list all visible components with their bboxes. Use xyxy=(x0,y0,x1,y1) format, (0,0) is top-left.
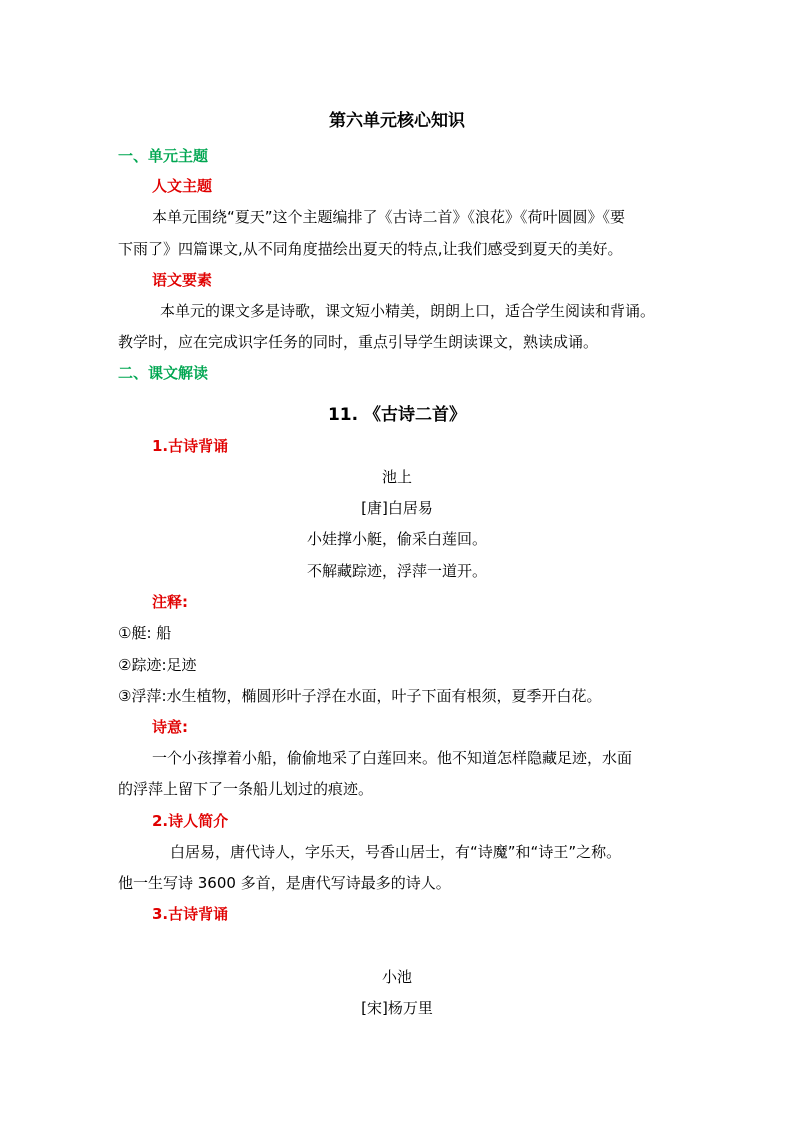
poem1-line-2: 不解藏踪迹，浮萍一道开。 xyxy=(306,562,487,580)
poem1-author: [唐]白居易 xyxy=(361,499,433,517)
poem2-author: [宋]杨万里 xyxy=(361,999,433,1017)
item-heading-poem-recitation: 1.古诗背诵 xyxy=(152,437,229,455)
poet-intro-line-1: 白居易，唐代诗人，字乐天，号香山居士，有“诗魔”和“诗王”之称。 xyxy=(170,843,622,861)
poem1-title: 池上 xyxy=(381,468,412,486)
page-title: 第六单元核心知识 xyxy=(329,111,465,131)
humanities-text-line-2: 下雨了》四篇课文,从不同角度描绘出夏天的特点,让我们感受到夏天的美好。 xyxy=(118,240,623,258)
poet-intro-line-2: 他一生写诗 3600 多首，是唐代写诗最多的诗人。 xyxy=(118,874,451,892)
notes-label: 注释: xyxy=(152,593,188,611)
meaning-label: 诗意: xyxy=(152,718,188,736)
note-3: ③浮萍:水生植物，椭圆形叶子浮在水面，叶子下面有根须，夏季开白花。 xyxy=(118,687,602,705)
subheading-language-elements: 语文要素 xyxy=(152,271,213,289)
lesson-title: 11. 《古诗二首》 xyxy=(327,405,467,425)
meaning-line-2: 的浮萍上留下了一条船儿划过的痕迹。 xyxy=(118,780,374,798)
meaning-line-1: 一个小孩撑着小船，偷偷地采了白莲回来。他不知道怎样隐藏足迹，水面 xyxy=(152,749,633,767)
section-heading-unit-theme: 一、单元主题 xyxy=(118,147,209,165)
humanities-text-line-1: 本单元围绕“夏天”这个主题编排了《古诗二首》《浪花》《荷叶圆圆》《要 xyxy=(152,208,626,226)
note-1: ①艇: 船 xyxy=(118,624,172,642)
language-text-line-1: 本单元的课文多是诗歌，课文短小精美，朗朗上口，适合学生阅读和背诵。 xyxy=(160,302,656,320)
poem2-title: 小池 xyxy=(381,968,412,986)
language-text-line-2: 教学时，应在完成识字任务的同时，重点引导学生朗读课文，熟读成诵。 xyxy=(118,333,599,351)
section-heading-text-analysis: 二、课文解读 xyxy=(118,364,209,382)
item-heading-poet-intro: 2.诗人简介 xyxy=(152,812,229,830)
note-2: ②踪迹:足迹 xyxy=(118,656,197,674)
item-heading-poem-recitation-2: 3.古诗背诵 xyxy=(152,905,229,923)
poem1-line-1: 小娃撑小艇，偷采白莲回。 xyxy=(306,530,487,548)
subheading-humanities-theme: 人文主题 xyxy=(152,177,213,195)
